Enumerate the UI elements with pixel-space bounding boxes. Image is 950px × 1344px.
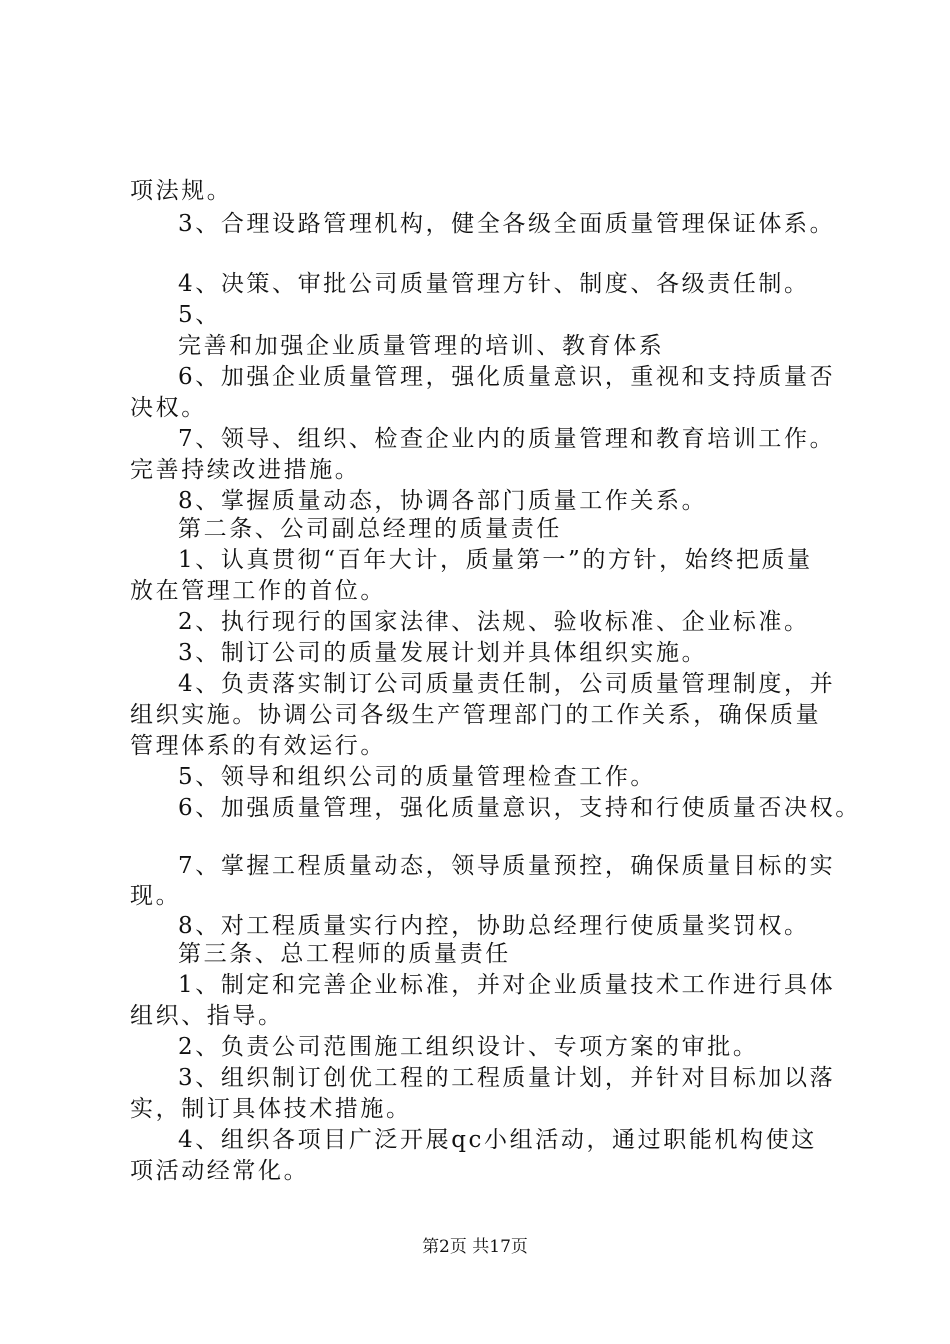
text-line: 1、制定和完善企业标准，并对企业质量技术工作进行具体: [178, 972, 836, 998]
text-line: 完善持续改进措施。: [130, 457, 361, 483]
text-line: 管理体系的有效运行。: [130, 733, 386, 759]
section-heading: 第三条、总工程师的质量责任: [178, 941, 511, 967]
text-line: 现。: [130, 883, 182, 909]
page-footer: 第2页 共17页: [422, 1237, 528, 1257]
text-line: 组织实施。协调公司各级生产管理部门的工作关系，确保质量: [130, 702, 822, 728]
text-line: 7、掌握工程质量动态，领导质量预控，确保质量目标的实: [178, 853, 836, 879]
text-line: 组织、指导。: [130, 1003, 284, 1029]
text-line: 3、组织制订创优工程的工程质量计划，并针对目标加以落: [178, 1065, 836, 1091]
text-line: 决权。: [130, 395, 207, 421]
text-line: 项活动经常化。: [130, 1158, 310, 1184]
text-line: 3、制订公司的质量发展计划并具体组织实施。: [178, 640, 708, 666]
text-line: 实，制订具体技术措施。: [130, 1096, 412, 1122]
text-line: 2、执行现行的国家法律、法规、验收标准、企业标准。: [178, 609, 810, 635]
text-line: 6、加强质量管理，强化质量意识，支持和行使质量否决权。: [178, 795, 861, 821]
section-heading: 第二条、公司副总经理的质量责任: [178, 516, 562, 542]
text-line: 完善和加强企业质量管理的培训、教育体系: [178, 333, 665, 359]
text-line: 8、掌握质量动态，协调各部门质量工作关系。: [178, 488, 708, 514]
text-line: 4、负责落实制订公司质量责任制，公司质量管理制度，并: [178, 671, 836, 697]
text-line: 5、: [178, 302, 221, 328]
text-line: 6、加强企业质量管理，强化质量意识，重视和支持质量否: [178, 364, 836, 390]
text-line: 7、领导、组织、检查企业内的质量管理和教育培训工作。: [178, 426, 836, 452]
text-line: 5、领导和组织公司的质量管理检查工作。: [178, 764, 657, 790]
text-line: 1、认真贯彻“百年大计，质量第一”的方针，始终把质量: [178, 547, 813, 573]
text-line: 4、决策、审批公司质量管理方针、制度、各级责任制。: [178, 271, 810, 297]
text-line: 项法规。: [130, 178, 233, 204]
text-line: 8、对工程质量实行内控，协助总经理行使质量奖罚权。: [178, 913, 810, 939]
text-line: 放在管理工作的首位。: [130, 578, 386, 604]
text-line: 4、组织各项目广泛开展qc小组活动，通过职能机构使这: [178, 1127, 817, 1153]
text-line: 3、合理设路管理机构，健全各级全面质量管理保证体系。: [178, 211, 836, 237]
text-line: 2、负责公司范围施工组织设计、专项方案的审批。: [178, 1034, 759, 1060]
